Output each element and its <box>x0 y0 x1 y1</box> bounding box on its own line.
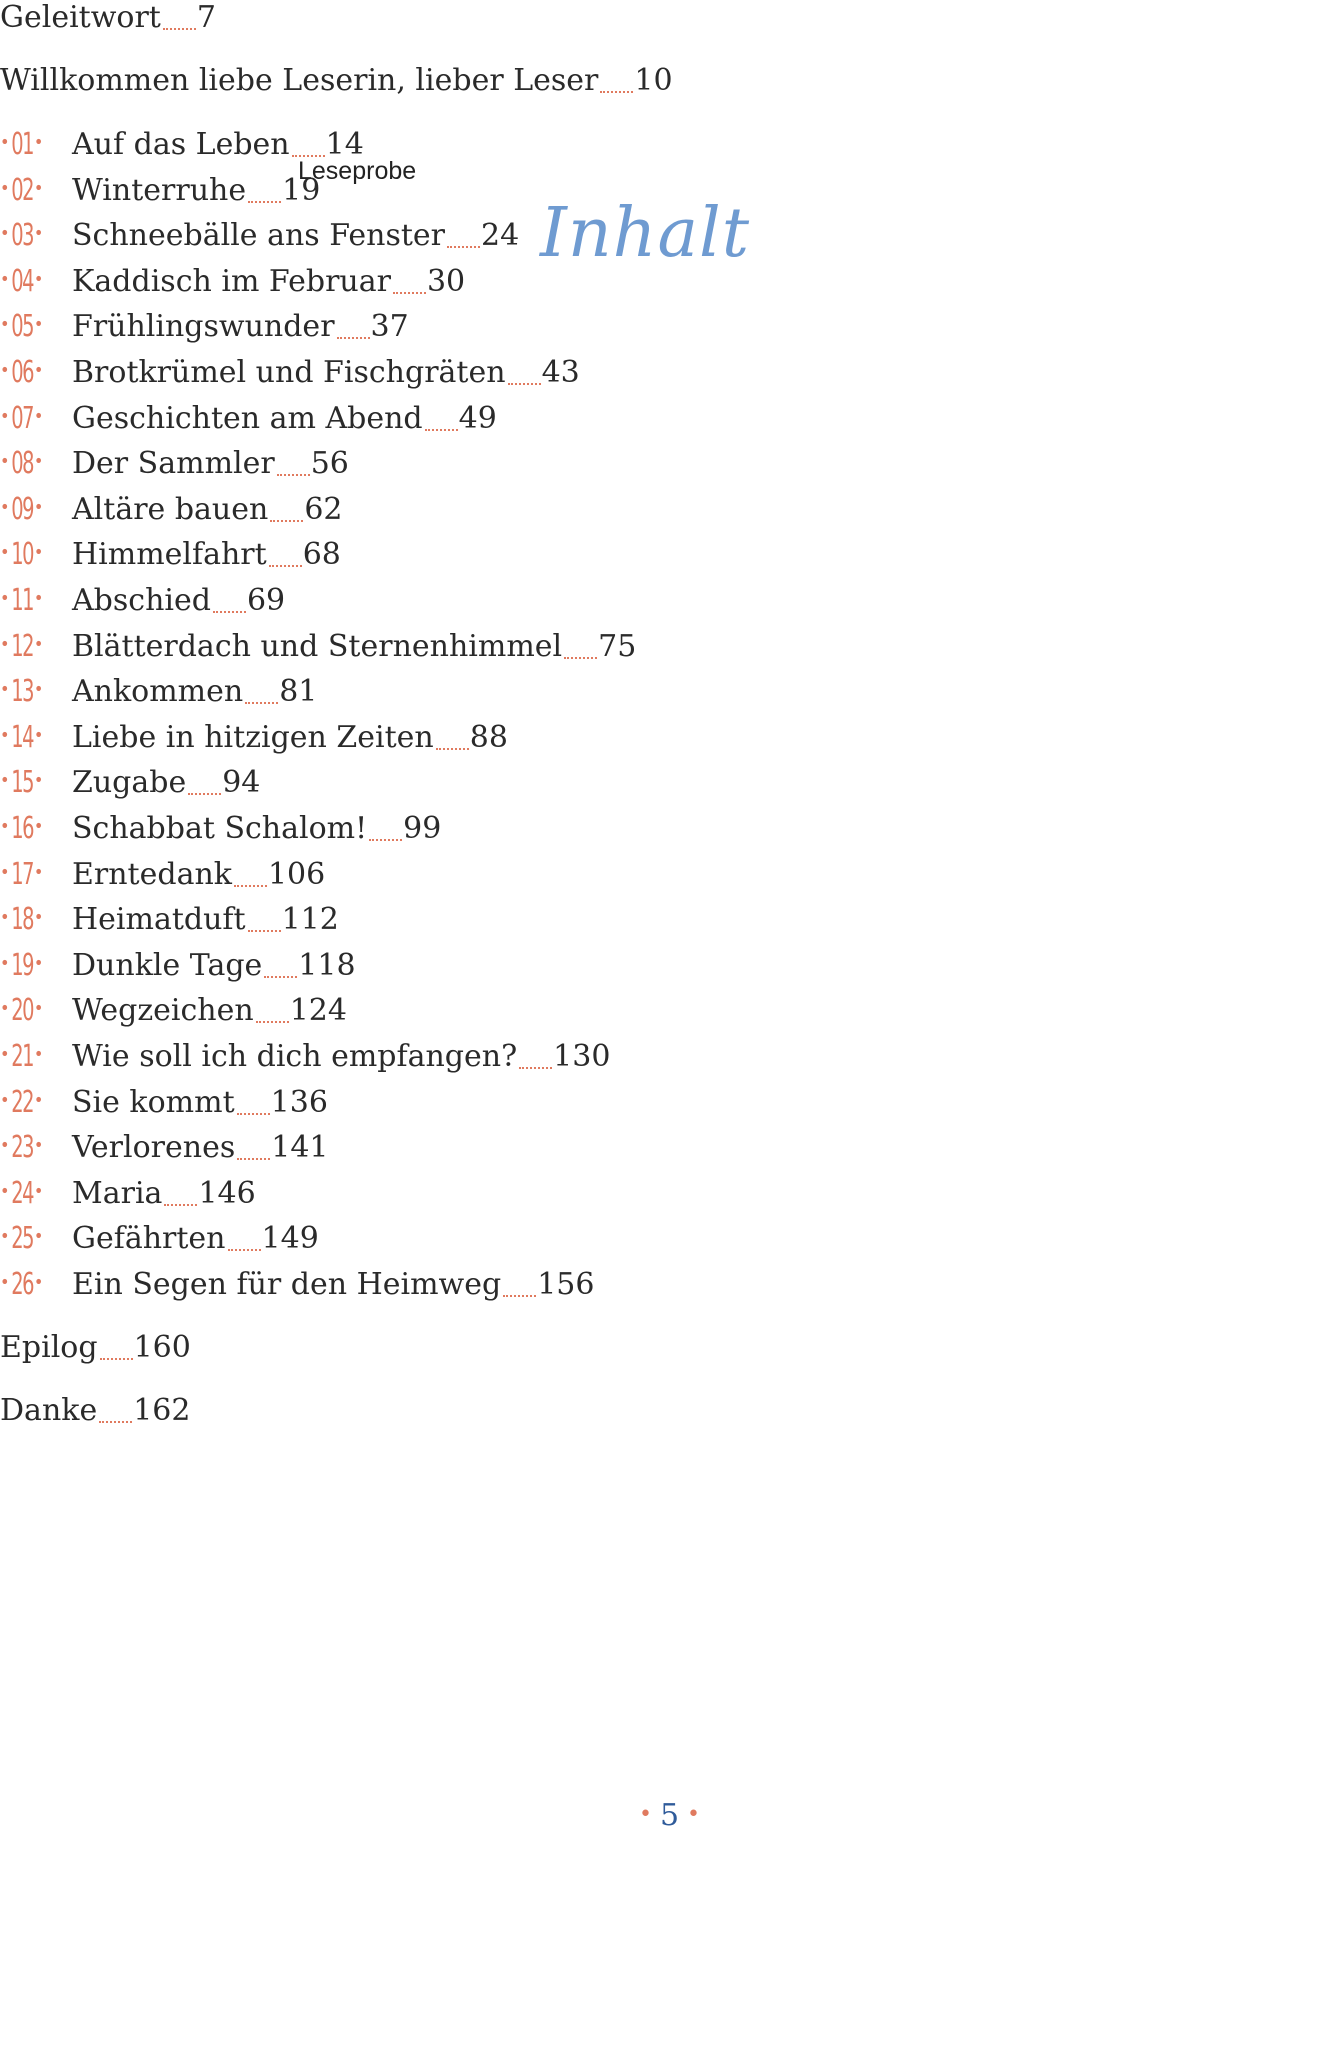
chapter-number: 06 <box>10 355 33 390</box>
dotted-leader <box>213 609 246 613</box>
entry-title: Danke <box>0 1393 98 1428</box>
dotted-leader <box>503 1293 536 1297</box>
badge-dot-right: • <box>33 268 44 290</box>
entry-title: Gefährten <box>72 1221 226 1256</box>
badge-dot-left: • <box>0 1180 10 1202</box>
badge-dot-left: • <box>0 587 10 609</box>
chapter-number-badge <box>0 811 60 846</box>
badge-dot-left: • <box>0 541 10 563</box>
badge-dot-right: • <box>33 769 44 791</box>
chapter-number-badge <box>0 1176 60 1211</box>
dotted-leader <box>393 290 426 294</box>
dotted-leader <box>508 381 541 385</box>
entry-page-number: 118 <box>298 948 356 983</box>
chapter-number-badge <box>0 309 60 344</box>
entry-title: Abschied <box>72 583 211 618</box>
badge-dot-left: • <box>0 313 10 335</box>
badge-dot-left: • <box>0 405 10 427</box>
entry-page-number: 7 <box>196 0 216 35</box>
chapter-number: 13 <box>10 674 33 709</box>
badge-dot-left: • <box>0 724 10 746</box>
entry-page-number: 136 <box>270 1085 328 1120</box>
badge-dot-left: • <box>0 906 10 928</box>
badge-dot-left: • <box>0 496 10 518</box>
badge-dot-right: • <box>33 1134 44 1156</box>
dotted-leader <box>270 518 303 522</box>
chapter-number-badge <box>0 948 60 983</box>
badge-dot-right: • <box>33 633 44 655</box>
badge-dot-left: • <box>0 1225 10 1247</box>
chapter-number-badge <box>0 446 60 481</box>
entry-page-number: 141 <box>271 1130 329 1165</box>
badge-dot-left: • <box>0 952 10 974</box>
entry-title: Liebe in hitzigen Zeiten <box>72 720 434 755</box>
chapter-number: 12 <box>10 629 33 664</box>
chapter-number: 14 <box>10 720 33 755</box>
entry-page-number: 68 <box>302 537 341 572</box>
chapter-number-badge <box>0 401 60 436</box>
chapter-number: 07 <box>10 401 33 436</box>
badge-dot-left: • <box>0 769 10 791</box>
badge-dot-right: • <box>33 1271 44 1293</box>
entry-title: Maria <box>72 1176 163 1211</box>
entry-page-number: 130 <box>553 1039 611 1074</box>
chapter-number: 24 <box>10 1176 33 1211</box>
entry-page-number: 75 <box>598 629 637 664</box>
entry-title: Heimatduft <box>72 902 246 937</box>
chapter-number: 26 <box>10 1267 33 1302</box>
dotted-leader <box>600 89 633 93</box>
entry-page-number: 88 <box>469 720 508 755</box>
dotted-leader <box>100 1356 133 1360</box>
dotted-leader <box>248 199 281 203</box>
dotted-leader <box>188 791 221 795</box>
entry-page-number: 94 <box>222 765 261 800</box>
chapter-number-badge <box>0 720 60 755</box>
entry-page-number: 162 <box>133 1393 191 1428</box>
entry-page-number: 10 <box>634 63 673 98</box>
entry-title: Auf das Leben <box>72 127 290 162</box>
badge-dot-left: • <box>0 222 10 244</box>
chapter-number-badge <box>0 264 60 299</box>
badge-dot-left: • <box>0 815 10 837</box>
entry-title: Der Sammler <box>72 446 275 481</box>
chapter-number: 10 <box>10 537 33 572</box>
entry-page-number: 14 <box>325 127 364 162</box>
dotted-leader <box>245 700 278 704</box>
chapter-number-badge <box>0 537 60 572</box>
badge-dot-left: • <box>0 997 10 1019</box>
chapter-number: 20 <box>10 993 33 1028</box>
dotted-leader <box>164 1202 197 1206</box>
entry-title: Blätterdach und Sternenhimmel <box>72 629 563 664</box>
entry-title: Brotkrümel und Fischgräten <box>72 355 506 390</box>
chapter-number: 08 <box>10 446 33 481</box>
badge-dot-right: • <box>33 906 44 928</box>
entry-title: Altäre bauen <box>72 492 269 527</box>
toc-back-entry <box>0 1330 191 1370</box>
entry-page-number: 24 <box>481 218 520 253</box>
chapter-number: 18 <box>10 902 33 937</box>
badge-dot-left: • <box>0 131 10 153</box>
badge-dot-right: • <box>33 1225 44 1247</box>
entry-title: Epilog <box>0 1330 98 1365</box>
entry-page-number: 56 <box>310 446 349 481</box>
entry-page-number: 124 <box>289 993 347 1028</box>
chapter-number-badge <box>0 218 60 253</box>
badge-dot-left: • <box>0 678 10 700</box>
entry-page-number: 146 <box>198 1176 256 1211</box>
entry-page-number: 62 <box>304 492 343 527</box>
chapter-number-badge <box>0 1085 60 1120</box>
page-title: Inhalt <box>540 194 751 273</box>
dotted-leader <box>436 746 469 750</box>
entry-page-number: 37 <box>370 309 409 344</box>
dotted-leader <box>237 1111 270 1115</box>
dotted-leader <box>163 26 196 30</box>
entry-title: Schneebälle ans Fenster <box>72 218 446 253</box>
page-number-value: 5 <box>659 1798 680 1833</box>
chapter-number: 15 <box>10 765 33 800</box>
badge-dot-right: • <box>33 587 44 609</box>
chapter-number-badge <box>0 857 60 892</box>
dotted-leader <box>269 563 302 567</box>
badge-dot-right: • <box>33 997 44 1019</box>
badge-dot-right: • <box>33 131 44 153</box>
chapter-number: 04 <box>10 264 33 299</box>
chapter-number: 16 <box>10 811 33 846</box>
entry-title: Frühlingswunder <box>72 309 335 344</box>
entry-page-number: 106 <box>267 857 326 892</box>
page-number-dot-right: • <box>687 1802 701 1827</box>
badge-dot-right: • <box>33 313 44 335</box>
badge-dot-left: • <box>0 1134 10 1156</box>
chapter-number: 05 <box>10 309 33 344</box>
dotted-leader <box>337 335 370 339</box>
entry-page-number: 19 <box>282 173 321 208</box>
chapter-number-badge <box>0 1221 60 1256</box>
chapter-number: 11 <box>10 583 33 618</box>
badge-dot-left: • <box>0 359 10 381</box>
entry-title: Erntedank <box>72 857 232 892</box>
entry-title: Schabbat Schalom! <box>72 811 368 846</box>
entry-page-number: 43 <box>541 355 580 390</box>
badge-dot-left: • <box>0 633 10 655</box>
entry-title: Verlorenes <box>72 1130 236 1165</box>
badge-dot-right: • <box>33 177 44 199</box>
entry-page-number: 99 <box>403 811 442 846</box>
toc-front-entry <box>0 63 673 103</box>
badge-dot-left: • <box>0 177 10 199</box>
chapter-number-badge <box>0 993 60 1028</box>
entry-title: Kaddisch im Februar <box>72 264 391 299</box>
chapter-number-badge <box>0 127 60 162</box>
badge-dot-left: • <box>0 1271 10 1293</box>
chapter-number-badge <box>0 674 60 709</box>
dotted-leader <box>447 244 480 248</box>
chapter-number: 17 <box>10 857 33 892</box>
dotted-leader <box>99 1419 132 1423</box>
chapter-number: 25 <box>10 1221 33 1256</box>
entry-title: Willkommen liebe Leserin, lieber Leser <box>0 63 599 98</box>
badge-dot-left: • <box>0 450 10 472</box>
entry-title: Geschichten am Abend <box>72 401 423 436</box>
chapter-number-badge <box>0 492 60 527</box>
badge-dot-left: • <box>0 861 10 883</box>
dotted-leader <box>277 472 310 476</box>
chapter-number: 22 <box>10 1085 33 1120</box>
badge-dot-right: • <box>33 678 44 700</box>
badge-dot-right: • <box>33 1180 44 1202</box>
entry-title: Ankommen <box>72 674 244 709</box>
entry-title: Wegzeichen <box>72 993 254 1028</box>
entry-page-number: 112 <box>281 902 339 937</box>
chapter-number-badge <box>0 1267 60 1302</box>
dotted-leader <box>425 427 458 431</box>
dotted-leader <box>237 1156 270 1160</box>
entry-page-number: 156 <box>537 1267 595 1302</box>
entry-title: Ein Segen für den Heimweg <box>72 1267 502 1302</box>
chapter-number: 23 <box>10 1130 33 1165</box>
entry-page-number: 30 <box>426 264 466 299</box>
chapter-number: 03 <box>10 218 33 253</box>
chapter-number-badge <box>0 173 60 208</box>
badge-dot-right: • <box>33 405 44 427</box>
badge-dot-right: • <box>33 861 44 883</box>
chapter-number: 02 <box>10 173 33 208</box>
chapter-number-badge <box>0 583 60 618</box>
leseprobe-label: Leseprobe <box>298 157 417 185</box>
entry-page-number: 81 <box>279 674 318 709</box>
entry-page-number: 49 <box>458 401 497 436</box>
dotted-leader <box>248 928 281 932</box>
chapter-number-badge <box>0 1130 60 1165</box>
badge-dot-right: • <box>33 496 44 518</box>
chapter-number: 09 <box>10 492 33 527</box>
toc-back-entry <box>0 1393 190 1433</box>
entry-page-number: 69 <box>246 583 286 618</box>
badge-dot-right: • <box>33 724 44 746</box>
entry-title: Zugabe <box>72 765 187 800</box>
badge-dot-right: • <box>33 1089 44 1111</box>
toc-front-entry <box>0 0 216 40</box>
entry-page-number: 149 <box>261 1221 319 1256</box>
entry-title: Geleitwort <box>0 0 161 35</box>
badge-dot-left: • <box>0 1043 10 1065</box>
entry-title: Himmelfahrt <box>72 537 267 572</box>
badge-dot-right: • <box>33 952 44 974</box>
chapter-number: 21 <box>10 1039 33 1074</box>
dotted-leader <box>564 655 597 659</box>
badge-dot-right: • <box>33 222 44 244</box>
chapter-number: 01 <box>10 127 33 162</box>
badge-dot-left: • <box>0 1089 10 1111</box>
entry-title: Winterruhe <box>72 173 247 208</box>
entry-title: Dunkle Tage <box>72 948 263 983</box>
badge-dot-right: • <box>33 1043 44 1065</box>
dotted-leader <box>369 837 402 841</box>
dotted-leader <box>234 883 267 887</box>
entry-page-number: 160 <box>133 1330 191 1365</box>
dotted-leader <box>228 1247 261 1251</box>
badge-dot-right: • <box>33 815 44 837</box>
page-number <box>0 1798 1339 1833</box>
chapter-number: 19 <box>10 948 33 983</box>
entry-title: Sie kommt <box>72 1085 235 1120</box>
dotted-leader <box>292 153 325 157</box>
chapter-number-badge <box>0 902 60 937</box>
page-number-dot-left: • <box>638 1802 652 1827</box>
badge-dot-right: • <box>33 541 44 563</box>
badge-dot-right: • <box>33 359 44 381</box>
dotted-leader <box>256 1019 289 1023</box>
dotted-leader <box>264 974 297 978</box>
badge-dot-left: • <box>0 268 10 290</box>
chapter-number-badge <box>0 1039 60 1074</box>
badge-dot-right: • <box>33 450 44 472</box>
dotted-leader <box>519 1065 552 1069</box>
entry-title: Wie soll ich dich empfangen? <box>72 1039 518 1074</box>
chapter-number-badge <box>0 355 60 390</box>
chapter-number-badge <box>0 765 60 800</box>
chapter-number-badge <box>0 629 60 664</box>
